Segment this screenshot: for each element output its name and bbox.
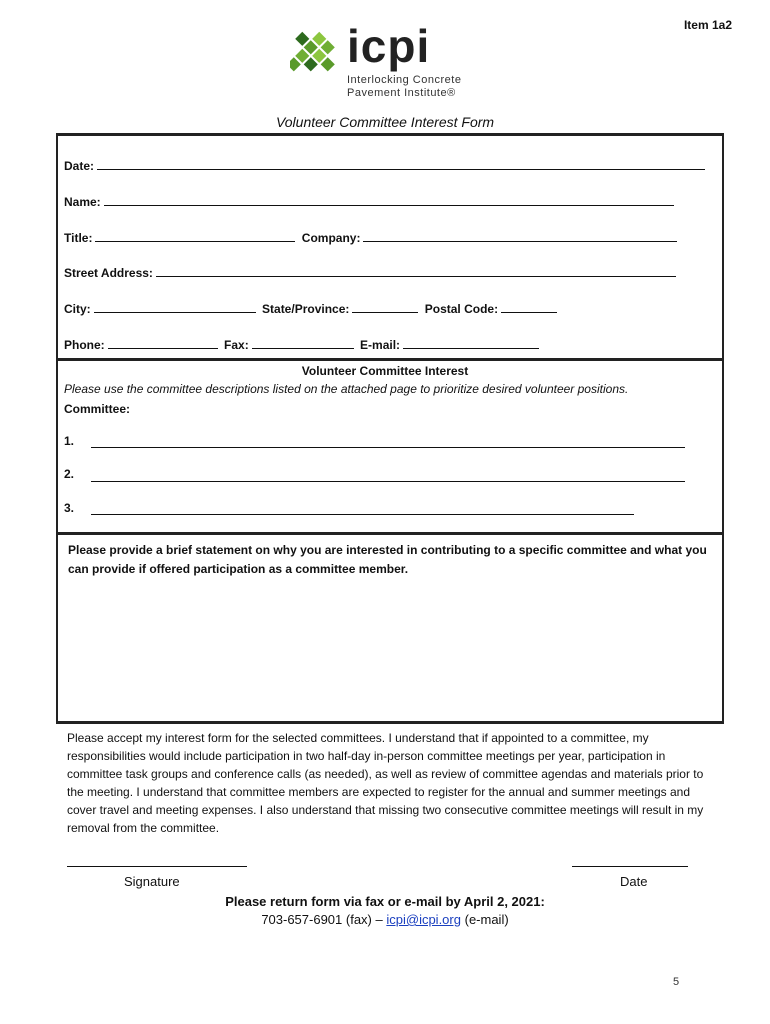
fax-input[interactable] [252, 338, 354, 349]
logo-subtitle-line2: Pavement Institute® [347, 87, 456, 99]
street-address-input[interactable] [156, 266, 676, 277]
email-link[interactable]: icpi@icpi.org [386, 912, 461, 927]
page-number: 5 [673, 976, 680, 988]
signature-label: Signature [124, 874, 180, 889]
item-label: Item 1a2 [683, 18, 732, 32]
committee-interest-note: Please use the committee descriptions listed on the attached page to prioritize desired volunteer positions. [64, 382, 629, 396]
postal-code-input[interactable] [501, 302, 557, 313]
date-input[interactable] [97, 159, 705, 170]
return-instructions: Please return form via fax or e-mail by April 2, 2021: [225, 894, 545, 909]
street-address-label: Street Address: [64, 266, 153, 280]
phone-input[interactable] [108, 338, 218, 349]
signature-line[interactable] [67, 866, 247, 867]
committee-choice-3-input[interactable] [91, 514, 634, 515]
committee-number-1: 1. [64, 434, 75, 448]
date-signature-line[interactable] [572, 866, 688, 867]
state-province-input[interactable] [352, 302, 418, 313]
statement-prompt: Please provide a brief statement on why you are interested in contributing to a specific committee and what you can provide if offered participation as a committee member. [68, 543, 707, 576]
name-label: Name: [64, 195, 101, 209]
consent-paragraph: Please accept my interest form for the selected committees. I understand that if appointed to a committee, my responsibilities would include participation in two half-day in-person committee meetings per year, participation in committee task groups and conference calls (as needed), as well as review of committee agendas and materials prior to the meeting. I understand that committee members are expected to register for the annual and summer meetings and cover travel and meeting expenses. I also understand that missing two consecutive committee meetings will result in my removal from the committee. [67, 731, 704, 835]
email-label: E-mail: [360, 338, 401, 352]
title-label: Title: [64, 231, 93, 245]
company-input[interactable] [363, 231, 677, 242]
committee-interest-heading: Volunteer Committee Interest [301, 364, 469, 378]
date-label: Date [620, 874, 648, 889]
company-label: Company: [301, 231, 361, 245]
title-input[interactable] [95, 231, 295, 242]
phone-label: Phone: [64, 338, 105, 352]
state-province-label: State/Province: [262, 302, 350, 316]
email-suffix: (e-mail) [464, 912, 509, 927]
city-label: City: [64, 302, 91, 316]
fax-number: 703-657-6901 (fax) – [261, 912, 383, 927]
date-field-row [64, 159, 705, 173]
title-company-row [64, 231, 677, 245]
committee-choice-1-input[interactable] [91, 447, 685, 448]
city-input[interactable] [94, 302, 256, 313]
contact-line [0, 912, 770, 927]
name-input[interactable] [104, 195, 674, 206]
email-input[interactable] [403, 338, 539, 349]
form-title: Volunteer Committee Interest Form [275, 114, 495, 130]
logo-subtitle-line1: Interlocking Concrete [347, 74, 462, 86]
postal-code-label: Postal Code: [424, 302, 499, 316]
date-label: Date: [64, 159, 95, 173]
name-field-row [64, 195, 674, 209]
committee-number-2: 2. [64, 467, 75, 481]
committee-label: Committee: [64, 402, 131, 416]
phone-fax-email-row [64, 338, 539, 352]
fax-label: Fax: [224, 338, 249, 352]
street-address-row [64, 266, 676, 280]
logo-wordmark: icpi [347, 20, 431, 72]
committee-number-3: 3. [64, 501, 75, 515]
city-state-postal-row [64, 302, 557, 316]
committee-choice-2-input[interactable] [91, 481, 685, 482]
